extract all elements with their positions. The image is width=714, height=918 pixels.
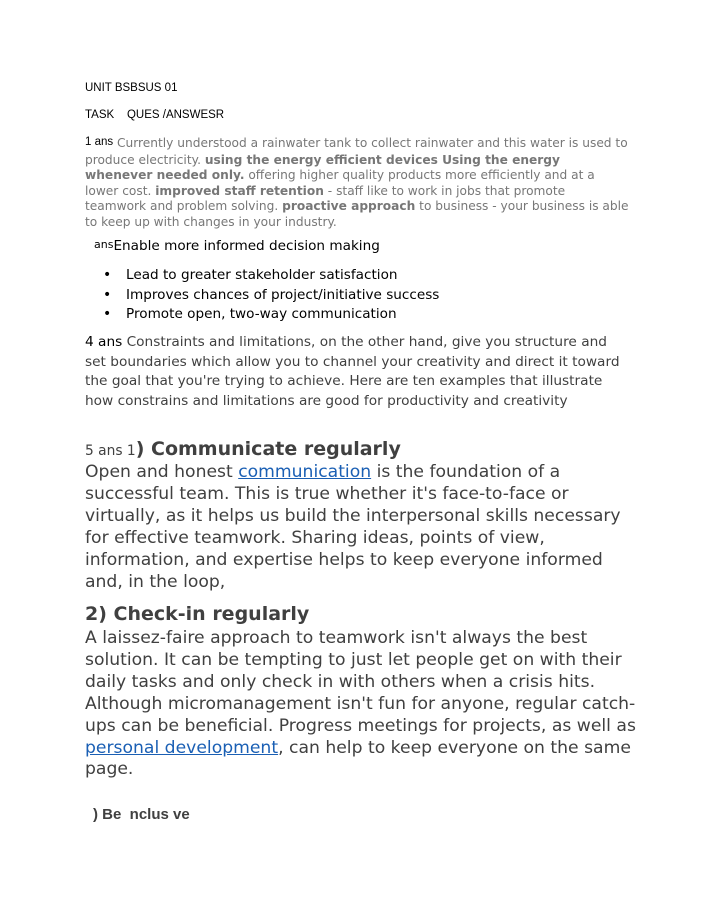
heading-check-in: 2) Check-in regularly	[85, 603, 310, 625]
answer-1-text: - staff like to work in jobs that promote teamwork and problem solving.	[85, 183, 566, 213]
task-heading: TASK QUES /ANSWESR	[85, 109, 225, 121]
unit-heading: UNIT BSBSUS 01	[85, 82, 178, 94]
communicate-paragraph	[85, 462, 645, 593]
answer-2-line	[94, 238, 634, 254]
answer-5-heading	[85, 438, 645, 460]
answer-1-bold-proactive: proactive approach	[282, 199, 416, 213]
answer-1-text: to business - your business is able to keep up with changes in your industry.	[85, 199, 629, 229]
answer-4-label: 4 ans	[85, 334, 127, 350]
paragraph-text: , can help to keep everyone on the same page.	[85, 737, 631, 780]
check-in-paragraph	[85, 628, 645, 781]
answer-1-label: 1 ans	[85, 136, 114, 148]
bullet-text: Lead to greater stakeholder satisfaction	[126, 267, 398, 283]
bullet-item	[103, 267, 643, 283]
heading-communicate: ) Communicate regularly	[135, 438, 401, 460]
answer-2-text: Enable more informed decision making	[113, 238, 380, 254]
answer-1-text: offering higher quality products more efficiently and at a lower cost.	[85, 168, 595, 198]
answer-4-text: Constraints and limitations, on the other hand, give you structure and set boundaries which allow you to channel your creativity and direct it toward the goal that you're trying to achieve. Here are ten examples that illustrate how constrains and limitations are good for productivity and creativity	[85, 334, 620, 409]
answer-5-label: 5 ans 1	[85, 443, 136, 459]
answer-1-bold-energy: using the energy eﬃcient devices Using the energy whenever needed only.	[85, 152, 560, 182]
bullet-icon: •	[103, 267, 112, 283]
bullet-icon: •	[103, 306, 112, 322]
heading-be-inclusive: ) Be nclus ve	[93, 806, 190, 823]
paragraph-text: Open and honest	[85, 462, 239, 482]
answer-1-bold-retention: improved staﬀ retention	[155, 183, 324, 198]
answer-4-paragraph	[85, 333, 630, 411]
bullet-item	[103, 306, 643, 322]
answer-1-text: Currently understood a rainwater tank to collect rainwater and this water is used to produce electricity.	[85, 136, 628, 167]
bullet-item	[103, 287, 643, 303]
paragraph-text: A laissez-faire approach to teamwork isn't always the best solution. It can be tempting to just let people get on with their daily tasks and only check in with others when a crisis hits. Although micromanagement isn't fun for anyone, regular catch-ups can be beneficial. Progress meetings for projects, as well as	[85, 628, 636, 736]
answer-2-label: ans	[94, 238, 114, 251]
personal-development-link[interactable]: personal development	[85, 737, 279, 758]
paragraph-text: is the foundation of a successful team. This is true whether it's face-to-face or virtually, as it helps us build the interpersonal skills necessary for effective teamwork. Sharing ideas, points of view, information, and expertise helps to keep everyone informed and, in the loop,	[85, 462, 621, 592]
bullet-text: Promote open, two-way communication	[126, 306, 397, 322]
bullet-text: Improves chances of project/initiative success	[126, 287, 440, 303]
communication-link[interactable]: communication	[238, 462, 372, 482]
answer-1-paragraph	[85, 136, 630, 230]
bullet-icon: •	[103, 287, 112, 303]
